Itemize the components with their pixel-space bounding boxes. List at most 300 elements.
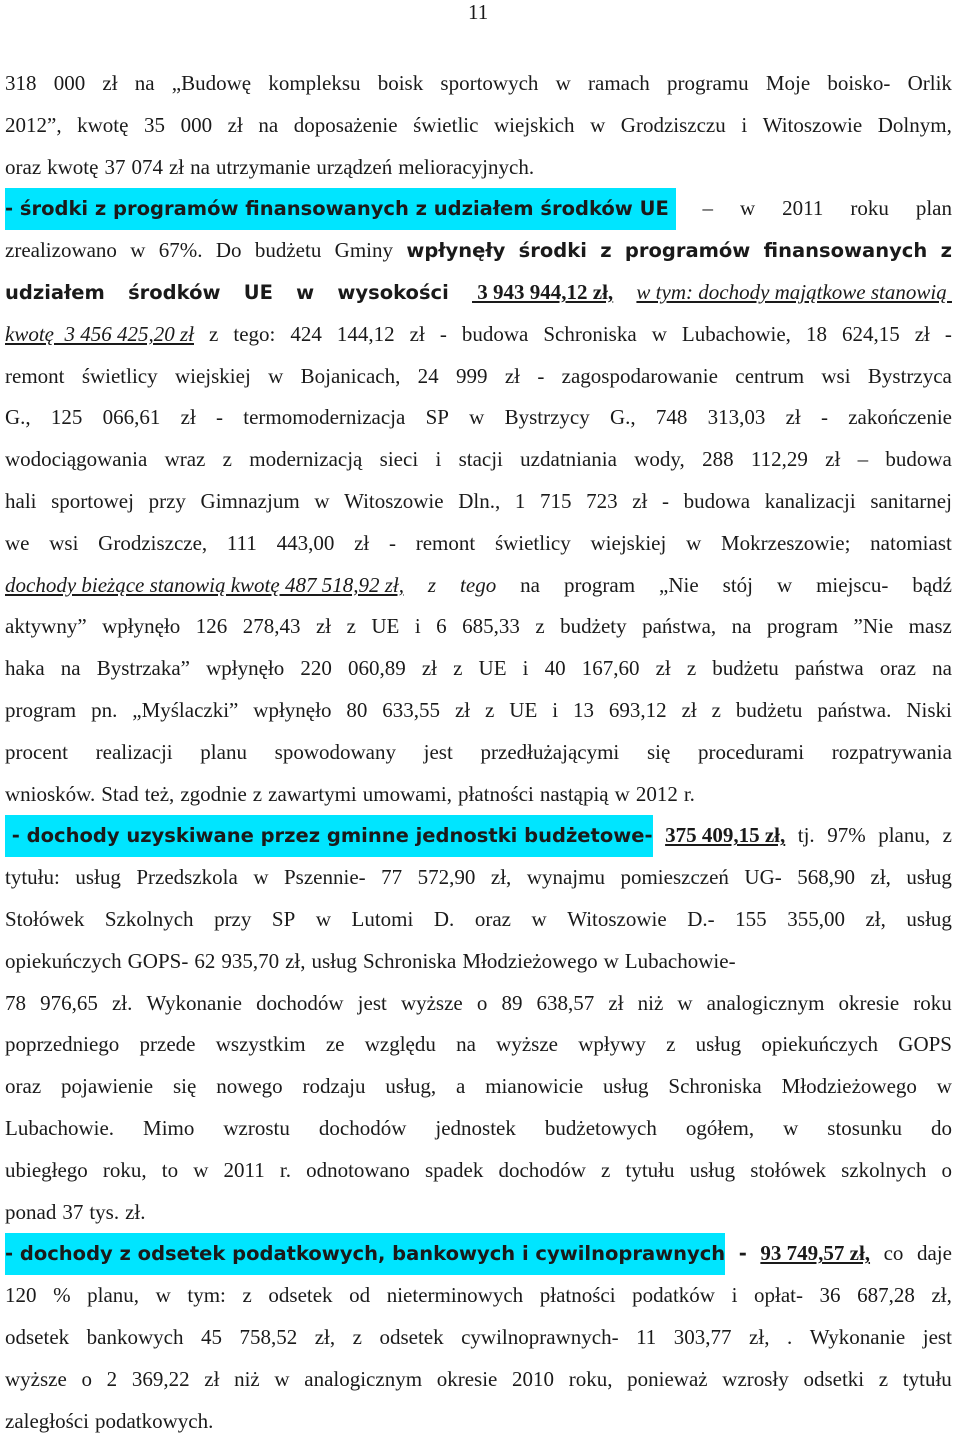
word: z (252, 781, 263, 806)
word: z (222, 447, 232, 472)
word: niż (637, 990, 664, 1015)
text-line (5, 1024, 952, 1066)
word: 125 (50, 405, 83, 430)
word: usług (906, 906, 952, 931)
word: Młodzieżowego (781, 1074, 917, 1099)
word: się (646, 739, 671, 764)
word: szkolnych (841, 1157, 927, 1182)
word: zł (655, 656, 671, 681)
word: 2011 (782, 196, 824, 221)
word: wyższe (496, 1032, 558, 1057)
word: nastąpią (539, 781, 609, 806)
word: Mimo (143, 1115, 195, 1140)
word: stołówek (750, 1157, 827, 1182)
word: doposażenie (293, 112, 398, 137)
word: - (537, 363, 545, 388)
word: opiekuńczych (761, 1032, 879, 1057)
word: oraz (5, 1074, 42, 1099)
word: 638,57 (536, 990, 595, 1015)
word: przede (139, 1032, 196, 1057)
word: w (296, 280, 315, 304)
word: Moje (765, 71, 811, 95)
word: 24 (417, 363, 439, 388)
word: 687,28 (857, 1283, 915, 1308)
text-line (5, 397, 952, 439)
word: zł. (111, 990, 133, 1015)
word: poprzedniego (5, 1032, 120, 1057)
word: nowego (216, 1074, 283, 1099)
word: o (476, 990, 488, 1015)
word: a (456, 1074, 466, 1099)
word: roku (913, 990, 952, 1015)
word: usług (695, 1032, 742, 1057)
word: z (427, 572, 437, 597)
word: roku, (102, 1157, 147, 1182)
word: bankowych (86, 1324, 184, 1349)
word: UG- (744, 865, 782, 890)
word: 685,33 (462, 614, 520, 639)
word: 126 (195, 614, 228, 639)
word: w (686, 530, 702, 555)
text-line (5, 147, 952, 189)
text-line (5, 1359, 952, 1401)
word: 313,03 (707, 405, 766, 430)
word: Bystrzycy (504, 405, 590, 430)
word: Schroniska (543, 321, 637, 346)
text-line (5, 732, 952, 774)
word: 11 (636, 1324, 657, 1349)
word: 2012 (635, 781, 678, 806)
word: 13 (572, 697, 594, 722)
text-run: - środki z programów finansowanych z udziałem środków UE (5, 188, 676, 230)
word: wzrosły (722, 1366, 789, 1391)
word: program (563, 572, 636, 597)
word: przy (214, 906, 252, 931)
word: budżetu (254, 238, 322, 263)
word: usług (311, 948, 357, 973)
word: okresie (838, 990, 900, 1015)
text-line (5, 1233, 952, 1275)
word: pn. (91, 697, 118, 722)
word: zł (914, 321, 930, 346)
text-line (5, 941, 952, 983)
word: dochodów (256, 990, 344, 1015)
word: 318 (5, 71, 37, 95)
word: wynajmu (526, 865, 605, 890)
word: 2011 (223, 1157, 265, 1182)
word: przy (148, 488, 186, 513)
word: procedurami (697, 739, 805, 764)
word: usług (906, 865, 952, 890)
word: sieci (379, 447, 419, 472)
word: niż (234, 1366, 260, 1391)
word: Lubachowie. (5, 1115, 115, 1140)
word: zł, (749, 1324, 770, 1349)
word: programów (624, 239, 751, 263)
word: melioracyjnych. (398, 154, 535, 179)
text-line (5, 899, 952, 941)
text-run: - dochody uzyskiwane przez gminne jednostki budżetowe- (5, 815, 653, 857)
word: G., (5, 405, 31, 430)
word: z (242, 1283, 252, 1308)
word: na (520, 572, 540, 597)
word: w (268, 363, 284, 388)
word: też, (144, 781, 175, 806)
text-line (5, 1317, 952, 1359)
word: usług (603, 1074, 649, 1099)
word: zł, (870, 865, 891, 890)
word: cywilnoprawnych- (461, 1324, 619, 1349)
word: r. (683, 781, 695, 806)
word: wsi (821, 363, 851, 388)
word: opiekuńczych (5, 948, 122, 973)
word: procent (5, 739, 68, 764)
word: 62 (194, 948, 216, 973)
word: 80 (346, 697, 368, 722)
text-line (5, 648, 952, 690)
word: tys. (89, 1199, 120, 1224)
word: Do (215, 238, 242, 263)
word: 369,22 (131, 1366, 190, 1391)
word: zł, (865, 906, 886, 931)
word: 40 (544, 656, 566, 681)
word: modernizacją (249, 447, 363, 472)
word: budżetu (735, 697, 803, 722)
word: wyższe (400, 990, 463, 1015)
word: zgodnie (180, 781, 247, 806)
word: i (414, 614, 421, 639)
word: G., (609, 405, 636, 430)
text-run: 375 409,15 zł, (665, 823, 786, 848)
word: 758,52 (239, 1324, 298, 1349)
word: Gimnazjum (200, 488, 300, 513)
word: UE (243, 280, 273, 304)
word: tj. (797, 823, 815, 848)
word: wysokości (337, 280, 449, 304)
word: w (555, 71, 571, 95)
word: budowa (683, 488, 751, 513)
word: zł, (285, 948, 306, 973)
word: z (600, 239, 612, 263)
word: 060,89 (347, 656, 406, 681)
word: wszystkim (215, 1032, 306, 1057)
text-line (5, 1150, 952, 1192)
word: . (786, 1324, 793, 1349)
word: 36 (819, 1283, 841, 1308)
word: zł (409, 321, 425, 346)
word: Wykonanie (809, 1324, 906, 1349)
word: nieterminowych (386, 1283, 524, 1308)
word: 278,43 (242, 614, 301, 639)
word: Bystrzyca (867, 363, 952, 388)
word: zł (421, 656, 437, 681)
word: ogółem, (685, 1115, 755, 1140)
word: o (81, 1366, 92, 1391)
word: stój (722, 572, 753, 597)
word: termomodernizacja (243, 405, 406, 430)
word: oraz (5, 154, 42, 179)
word: wpłynęło (253, 697, 332, 722)
word: analogicznym (706, 990, 825, 1015)
word: świetlicy (81, 363, 158, 388)
word: 111 (226, 530, 257, 555)
word: zł, (314, 1324, 336, 1349)
word: rozpatrywania (831, 739, 952, 764)
word: świetlicy (494, 530, 571, 555)
word: sportowej (51, 488, 134, 513)
word: Lubachowie, (681, 321, 791, 346)
word: na (258, 112, 279, 137)
word: z (346, 614, 356, 639)
word: Niski (906, 697, 952, 722)
word: ”Nie (853, 614, 894, 639)
text-run: w tym: dochody majątkowe stanowią (636, 279, 952, 304)
word: w (193, 1157, 209, 1182)
word: w (677, 990, 693, 1015)
word: opłat- (753, 1283, 803, 1308)
word: tytułu (902, 1366, 952, 1391)
word: r. (279, 1157, 291, 1182)
text-line (5, 983, 952, 1025)
word: 155 (735, 906, 767, 931)
word: Grodziszczu (620, 112, 726, 137)
word: 120 (5, 1283, 37, 1308)
word: „Nie (659, 572, 699, 597)
word: się (173, 1074, 197, 1099)
word: 999 (456, 363, 488, 388)
word: 976,65 (40, 990, 98, 1015)
word: udziałem (5, 280, 105, 304)
word: 624,15 (841, 321, 900, 346)
word: daje (916, 1241, 952, 1266)
word: Lubachowie- (624, 948, 736, 973)
word: i (552, 697, 559, 722)
page-number: 11 (468, 0, 489, 24)
word: w (469, 405, 485, 430)
text-line (5, 565, 952, 607)
text-run: 3 943 944,12 zł, (472, 279, 614, 304)
text-line (5, 523, 952, 565)
text-run: dochody bieżące stanowią kwotę 487 518,92 zł, (5, 572, 404, 597)
word: w (315, 906, 331, 931)
word: zł (180, 405, 196, 430)
word: ponad (5, 1199, 57, 1224)
text-line (5, 439, 952, 481)
text-run: - dochody z odsetek podatkowych, bankowych i cywilnoprawnych (5, 1233, 725, 1275)
word: jest (357, 990, 387, 1015)
word: program (766, 614, 839, 639)
word: Szkolnych (104, 906, 194, 931)
word: państwa (794, 656, 864, 681)
word: w (253, 865, 269, 890)
word: 167,60 (581, 656, 640, 681)
text-line (5, 857, 952, 899)
word: - (738, 1242, 747, 1266)
word: zł. (125, 1199, 146, 1224)
word: GOPS (898, 1032, 952, 1057)
word: zł, (490, 865, 512, 890)
word: Pszennie- (284, 865, 366, 890)
word: budżety (560, 614, 627, 639)
word: 935,70 (221, 948, 280, 973)
word: 18 (805, 321, 827, 346)
word: 723 (586, 488, 618, 513)
word: usług, (385, 1074, 437, 1099)
word: płatności (539, 1283, 616, 1308)
document-body (5, 63, 952, 1442)
word: 2012”, (5, 112, 62, 137)
word: sanitarnej (870, 488, 952, 513)
word: płatności (458, 781, 534, 806)
text-line (5, 815, 952, 857)
text-line (5, 1192, 952, 1234)
word: wpłynęło (102, 614, 181, 639)
word: tytułu (625, 1157, 675, 1182)
word: centrum (735, 363, 805, 388)
word: 2 (106, 1366, 118, 1391)
word: natomiast (870, 530, 952, 555)
word: zł (785, 405, 801, 430)
word: podatków (632, 1283, 715, 1308)
word: aktywny” (5, 614, 87, 639)
word: usług (689, 1157, 736, 1182)
word: do (930, 1115, 952, 1140)
word: SP (425, 405, 449, 430)
word: w (614, 781, 630, 806)
word: zł (632, 488, 648, 513)
word: przedłużającymi (480, 739, 620, 764)
text-line (5, 356, 952, 398)
word: Bystrzaka” (96, 656, 190, 681)
word: UE (478, 656, 507, 681)
word: podatkowych. (94, 1408, 214, 1433)
word: zagospodarowanie (561, 363, 718, 388)
word: zł (204, 1366, 220, 1391)
word: 37 (104, 154, 126, 179)
word: jest (922, 1324, 952, 1349)
word: Bojanicach, (300, 363, 401, 388)
word: 633,55 (382, 697, 441, 722)
word: zł (102, 71, 118, 95)
word: spowodowany (274, 739, 396, 764)
word: planu, (87, 1283, 140, 1308)
word: boisk (377, 71, 424, 95)
word: odsetek (5, 1324, 70, 1349)
word: z (711, 697, 721, 722)
word: o (941, 1157, 952, 1182)
word: w (936, 1074, 952, 1099)
word: w (740, 196, 756, 221)
word: 000 (53, 71, 86, 95)
text-line (5, 1401, 952, 1443)
word: 77 (381, 865, 403, 890)
word: bądź (912, 572, 952, 597)
word: plan (915, 196, 952, 221)
word: kwotę (47, 154, 99, 179)
word: odsetki (803, 1366, 865, 1391)
word: D.- (687, 906, 715, 931)
word: w (783, 1115, 799, 1140)
word: 355,00 (787, 906, 845, 931)
word: sportowych (440, 71, 539, 95)
word: z (942, 823, 952, 848)
word: 572,90 (417, 865, 476, 890)
word: państwa. (817, 697, 892, 722)
word: z (940, 239, 952, 263)
word: świetlic (413, 112, 479, 137)
word: wsi (49, 530, 79, 555)
word: zł (681, 697, 697, 722)
word: zł (354, 530, 370, 555)
text-line (5, 272, 952, 314)
word: 67%. (158, 238, 203, 263)
text-line (5, 774, 952, 816)
word: - (216, 405, 224, 430)
word: w (274, 1366, 290, 1391)
word: Młodzieżowego (462, 948, 598, 973)
word: wniosków. (5, 781, 96, 806)
word: haka (5, 656, 45, 681)
word: i (435, 447, 442, 472)
word: kwotę (77, 112, 129, 137)
word: odsetek (268, 1283, 333, 1308)
word: 424 (290, 321, 322, 346)
word: kanalizacji (764, 488, 856, 513)
word: Lutomi (351, 906, 414, 931)
word: stacji (458, 447, 503, 472)
word: 6 (436, 614, 447, 639)
word: środki (518, 239, 587, 263)
word: budowa (461, 321, 529, 346)
word: zł (315, 614, 332, 639)
word: – (857, 447, 869, 472)
word: roku, (568, 1366, 613, 1391)
word: Schroniska (668, 1074, 762, 1099)
text-line (5, 1275, 952, 1317)
text-line (5, 481, 952, 523)
word: i (522, 656, 529, 681)
word: zł (454, 697, 471, 722)
word: remont (5, 363, 65, 388)
word: na (731, 614, 752, 639)
word: budżetu (712, 656, 779, 681)
word: program (5, 697, 77, 722)
word: zł (168, 154, 185, 179)
word: z (601, 1157, 611, 1182)
word: umowami, (362, 781, 452, 806)
word: „Myślaczki” (132, 697, 239, 722)
word: roku (850, 196, 889, 221)
word: na (60, 656, 81, 681)
text-line (5, 105, 952, 147)
word: zrealizowano (5, 238, 117, 263)
word: z (666, 1032, 676, 1057)
word: stosunku (827, 1115, 902, 1140)
word: remont (415, 530, 476, 555)
word: Schroniska (362, 948, 457, 973)
word: UE (371, 614, 400, 639)
word: urządzeń (316, 154, 393, 179)
word: wpłynęły (406, 239, 506, 263)
text-line (5, 690, 952, 732)
word: – (702, 196, 714, 221)
word: Witoszowie (762, 112, 863, 137)
word: ponieważ (627, 1366, 708, 1391)
word: 066,61 (102, 405, 161, 430)
word: GOPS- (127, 948, 189, 973)
word: Stołówek (5, 906, 85, 931)
word: z (686, 656, 697, 681)
